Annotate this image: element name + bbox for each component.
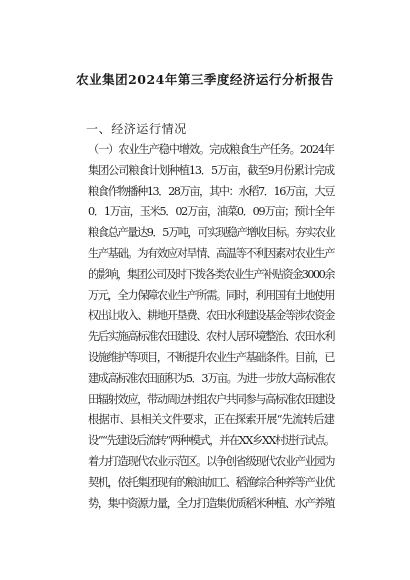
paragraph-line: 根据市、县相关文件要求，正在探索开展“先流转后建: [88, 413, 335, 427]
paragraph-line: 田辐射效应，带动周边村组农户共同参与高标准农田建设: [88, 392, 334, 406]
paragraph-line: 契机，依托集团现有的粮油加工、稻渔综合种养等产业优: [88, 475, 334, 489]
document-title: 农业集团2024年第三季度经济运行分析报告: [76, 72, 334, 87]
paragraph-line: 势，集中资源力量，全力打造集优质稻米种植、水产养殖: [88, 496, 334, 510]
paragraph-line: 粮食作物播种13．28万亩，其中：水稻7．16万亩，大豆: [88, 184, 334, 198]
paragraph-line: 粮食总产量达9．5万吨，可实现稳产增收目标。夯实农业: [88, 226, 335, 240]
paragraph-line: 先后实施高标准农田建设、农村人居环境整治、农田水利: [88, 330, 334, 344]
paragraph-line: 生产基础。为有效应对旱情、高温等不利因素对农业生产: [88, 246, 334, 260]
body-paragraph: [88, 140, 334, 514]
paragraph-line: 建成高标准农田面积为5．3万亩。为进一步放大高标准农: [88, 371, 335, 385]
paragraph-line: （一）农业生产稳中增效。完成粮食生产任务。2024年: [88, 143, 334, 156]
paragraph-line: 着力打造现代农业示范区。以争创省级现代农业产业园为: [88, 454, 334, 468]
paragraph-line: 万元，全力保障农业生产所需。同时，利用国有土地使用: [88, 288, 334, 302]
paragraph-line: 设”“先建设后流转”两种模式，并在XX乡XX村进行试点。: [88, 434, 334, 448]
paragraph-line: 集团公司粮食计划种植13．5万亩，截至9月份累计完成: [88, 163, 334, 177]
paragraph-line: 权出让收入、耕地开垦费、农田水利建设基金等涉农资金: [88, 309, 334, 323]
section-heading: 一、经济运行情况: [86, 122, 187, 136]
paragraph-line: 的影响，集团公司及时下拨各类农业生产补贴资金3000余: [88, 267, 334, 281]
paragraph-line: 0．1万亩，玉米5．02万亩，油菜0．09万亩；预计全年: [88, 205, 334, 219]
paragraph-line: 设施维护等项目，不断提升农业生产基础条件。目前，已: [88, 350, 334, 364]
